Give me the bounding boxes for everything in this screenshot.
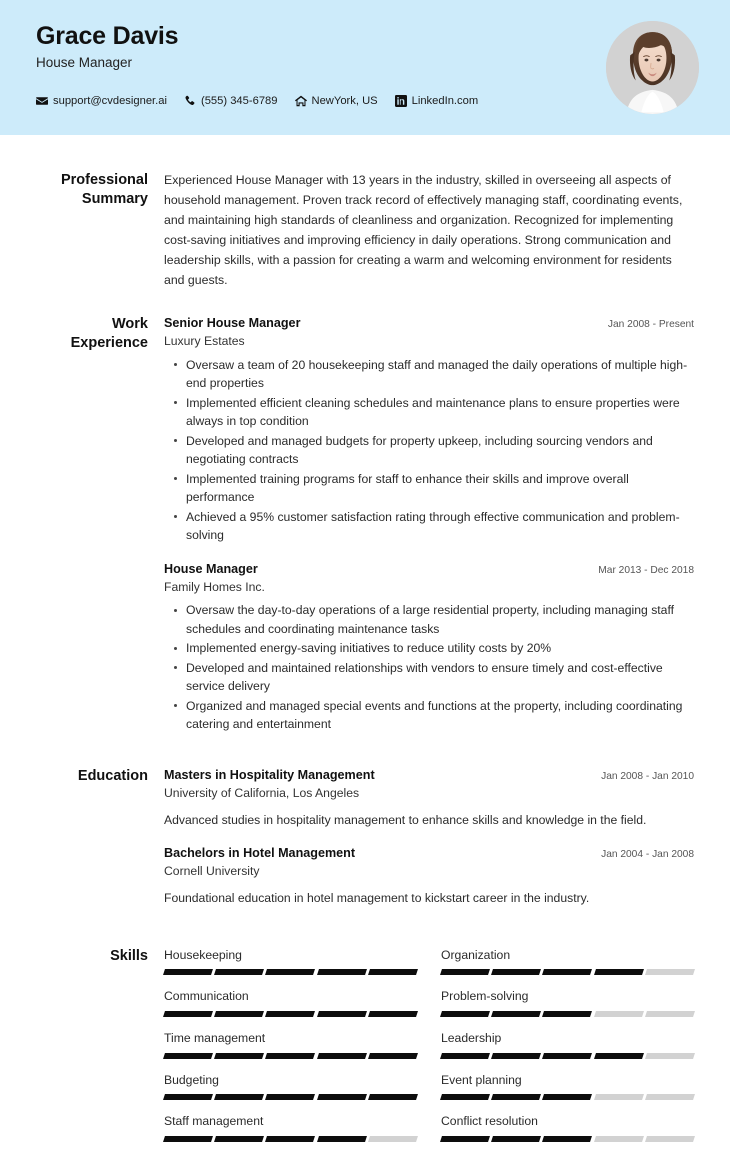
contact-location[interactable] [295, 95, 378, 107]
skill-name: Time management [164, 1031, 266, 1046]
education-entry-description: Foundational education in hotel management to kickstart career in the industry. [164, 891, 590, 906]
skill-name: Problem-solving [441, 989, 529, 1004]
skill-item [164, 1113, 417, 1155]
skill-name: Staff management [164, 1114, 264, 1129]
skill-level-segment [368, 1136, 418, 1142]
education-entry-title: Masters in Hospitality Management [164, 767, 375, 782]
section-skills [36, 947, 694, 1155]
skill-level-segment [265, 969, 315, 975]
skill-level-bar [441, 969, 694, 975]
work-entry-organization: Luxury Estates [164, 334, 245, 349]
skill-level-segment [368, 1053, 418, 1059]
contact-email-text: support@cvdesigner.ai [53, 95, 167, 107]
skill-name: Leadership [441, 1031, 502, 1046]
skill-item [164, 1030, 417, 1072]
section-label-professional-summary: Professional Summary [60, 172, 148, 207]
linkedin-icon [395, 95, 407, 107]
work-entry-bullets [164, 356, 694, 545]
list-item: Implemented efficient cleaning schedules and maintenance plans to ensure properties were always in top condition [164, 394, 694, 431]
skill-level-segment [645, 1136, 695, 1142]
work-entry-header [164, 561, 694, 578]
skill-level-segment [645, 1094, 695, 1100]
home-icon [295, 95, 307, 107]
skill-level-segment [440, 1053, 490, 1059]
skill-level-bar [441, 1094, 694, 1100]
skill-name: Organization [441, 947, 511, 962]
skill-level-bar [164, 1053, 417, 1059]
skill-level-segment [368, 1011, 418, 1017]
skill-level-bar [164, 1011, 417, 1017]
skill-item [441, 1072, 694, 1114]
skill-item [164, 947, 417, 989]
summary-text: Experienced House Manager with 13 years in the industry, skilled in overseeing all aspects of household management. Proven track record of effectively managing staff, coordinating events, and maintaining high standards of cleanliness and organization. Recognized for implementing cost-saving initiatives and improving efficiency in daily operations. Strong communication and leadership skills, with a passion for creating a warm and welcoming environment for residents and guests. [164, 173, 683, 287]
education-entry-description: Advanced studies in hospitality management to enhance skills and knowledge in the field. [164, 812, 647, 827]
contact-linkedin[interactable] [395, 95, 479, 107]
skill-name: Budgeting [164, 1072, 219, 1087]
skill-level-segment [163, 1053, 213, 1059]
skill-level-bar [164, 1136, 417, 1142]
candidate-job-title: House Manager [36, 54, 133, 70]
skill-level-segment [440, 1136, 490, 1142]
section-work-experience [36, 315, 694, 735]
skill-level-segment [317, 1136, 367, 1142]
skill-level-segment [368, 1094, 418, 1100]
skill-level-segment [645, 1011, 695, 1017]
section-label-education: Education [77, 767, 148, 784]
list-item: Oversaw a team of 20 housekeeping staff and managed the daily operations of multiple high-end properties [164, 356, 694, 393]
skill-level-segment [265, 1053, 315, 1059]
skill-level-segment [265, 1136, 315, 1142]
skill-level-segment [491, 1011, 541, 1017]
skill-level-segment [594, 969, 644, 975]
section-label-work-experience: Work Experience [70, 316, 148, 351]
skill-name: Communication [164, 989, 249, 1004]
skill-item [441, 1113, 694, 1155]
work-entry-header [164, 315, 694, 332]
skill-level-bar [164, 969, 417, 975]
skill-level-segment [163, 1136, 213, 1142]
work-entry [164, 561, 694, 734]
skill-level-segment [645, 1053, 695, 1059]
work-entry-date: Jan 2008 - Present [607, 319, 694, 331]
skill-level-segment [163, 969, 213, 975]
skill-level-segment [594, 1011, 644, 1017]
skill-level-segment [317, 969, 367, 975]
skill-level-segment [491, 1136, 541, 1142]
skill-item [164, 1072, 417, 1114]
skill-level-segment [542, 1136, 592, 1142]
skill-level-segment [594, 1094, 644, 1100]
skill-name: Conflict resolution [441, 1114, 538, 1129]
list-item: Developed and managed budgets for property upkeep, including sourcing vendors and negotiating contracts [164, 432, 694, 469]
skill-level-segment [440, 1011, 490, 1017]
skill-level-segment [542, 969, 592, 975]
contact-email[interactable] [36, 95, 167, 107]
skill-level-segment [491, 1094, 541, 1100]
resume-body [0, 171, 730, 1155]
skill-level-segment [542, 1053, 592, 1059]
skill-level-segment [317, 1053, 367, 1059]
skill-level-segment [265, 1094, 315, 1100]
education-entry-header [164, 767, 694, 784]
education-entry [164, 845, 694, 907]
list-item: Implemented training programs for staff to enhance their skills and improve overall performance [164, 470, 694, 507]
skill-level-segment [491, 969, 541, 975]
list-item: Implemented energy-saving initiatives to reduce utility costs by 20% [164, 639, 694, 658]
section-label-skills: Skills [110, 947, 148, 964]
skills-grid [164, 947, 694, 1155]
list-item: Oversaw the day-to-day operations of a large residential property, including managing staff schedules and coordinating maintenance tasks [164, 601, 694, 638]
education-entry-title: Bachelors in Hotel Management [164, 846, 356, 861]
skill-level-segment [594, 1053, 644, 1059]
skill-name: Event planning [441, 1072, 522, 1087]
education-entry-date: Jan 2004 - Jan 2008 [601, 849, 694, 861]
education-entry [164, 767, 694, 829]
list-item: Achieved a 95% customer satisfaction rating through effective communication and problem-solving [164, 508, 694, 545]
skill-level-segment [542, 1011, 592, 1017]
skill-level-segment [317, 1094, 367, 1100]
skill-level-bar [164, 1094, 417, 1100]
skill-level-segment [265, 1011, 315, 1017]
skill-level-segment [163, 1094, 213, 1100]
skill-level-segment [214, 1053, 264, 1059]
skill-name: Housekeeping [164, 947, 242, 962]
skill-level-segment [645, 969, 695, 975]
resume-header [0, 0, 730, 135]
skill-level-segment [214, 1136, 264, 1142]
work-entry-bullets [164, 601, 694, 734]
skill-level-segment [491, 1053, 541, 1059]
work-entry-title: House Manager [164, 561, 258, 576]
contact-linkedin-text: LinkedIn.com [411, 95, 479, 107]
education-entry-organization: University of California, Los Angeles [164, 785, 360, 800]
skill-level-segment [214, 1094, 264, 1100]
contact-phone-text: (555) 345-6789 [200, 95, 278, 107]
section-education [36, 767, 694, 910]
avatar [606, 21, 699, 114]
phone-icon [184, 95, 196, 107]
work-entry-date: Mar 2013 - Dec 2018 [598, 564, 694, 576]
skill-level-segment [594, 1136, 644, 1142]
list-item: Developed and maintained relationships with vendors to ensure timely and cost-effective service delivery [164, 659, 694, 696]
envelope-icon [36, 95, 48, 107]
skill-item [441, 947, 694, 989]
education-entry-organization: Cornell University [164, 864, 260, 879]
contact-bar [36, 95, 478, 107]
work-entry [164, 315, 694, 545]
skill-level-segment [214, 969, 264, 975]
work-entry-organization: Family Homes Inc. [164, 579, 265, 594]
skill-level-segment [317, 1011, 367, 1017]
skill-item [441, 1030, 694, 1072]
education-entry-date: Jan 2008 - Jan 2010 [601, 770, 694, 782]
work-entry-title: Senior House Manager [164, 316, 301, 331]
skill-level-bar [441, 1011, 694, 1017]
contact-location-text: NewYork, US [311, 95, 378, 107]
skill-level-segment [440, 1094, 490, 1100]
skill-level-bar [441, 1136, 694, 1142]
skill-level-segment [163, 1011, 213, 1017]
education-entry-header [164, 845, 694, 862]
skill-level-segment [542, 1094, 592, 1100]
section-professional-summary [36, 171, 694, 290]
skill-level-bar [441, 1053, 694, 1059]
contact-phone[interactable] [184, 95, 278, 107]
skill-level-segment [368, 969, 418, 975]
list-item: Organized and managed special events and functions at the property, including coordinating catering and entertainment [164, 697, 694, 734]
candidate-name: Grace Davis [36, 22, 179, 50]
skill-level-segment [440, 969, 490, 975]
skill-level-segment [214, 1011, 264, 1017]
